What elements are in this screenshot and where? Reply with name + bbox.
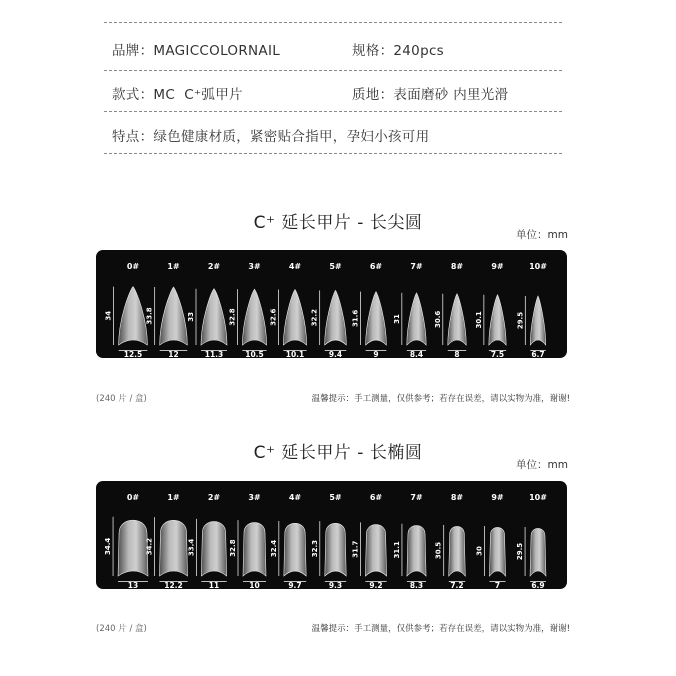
nail-tip-shape [242, 289, 266, 345]
width-label: 8 [454, 350, 460, 358]
nail-tip-5 [311, 262, 347, 358]
length-label: 33.4 [187, 538, 196, 557]
width-label: 10.5 [245, 350, 264, 358]
width-label: 12.5 [123, 350, 143, 358]
size-row [352, 39, 444, 59]
width-label: 11.3 [204, 350, 224, 358]
width-label: 11 [208, 581, 220, 589]
nail-tip-10 [516, 262, 547, 358]
size-label: 4# [288, 262, 302, 271]
unit-label-pointed: 单位：mm [516, 229, 568, 241]
width-label: 9.7 [288, 581, 302, 589]
length-label: 33 [187, 311, 196, 322]
divider-1 [104, 22, 562, 23]
nail-tip-shape [160, 287, 188, 345]
nail-tip-shape [325, 523, 346, 576]
width-label: 9.4 [328, 350, 343, 358]
size-label: 2# [207, 493, 221, 502]
nail-tip-1 [146, 262, 188, 358]
nail-tip-shape [119, 287, 148, 345]
length-label: 34.2 [145, 537, 154, 556]
length-label: 32.4 [269, 539, 278, 558]
width-label: 8.3 [409, 581, 424, 589]
brand-label: 品牌： [112, 43, 154, 59]
nail-tip-shape [530, 528, 546, 576]
divider-3 [104, 111, 562, 112]
section-title-oval: C⁺ 延长甲片 - 长椭圆 [253, 443, 423, 463]
nail-tip-shape [365, 525, 386, 576]
width-label: 9.2 [369, 581, 383, 589]
style-label: 款式： [112, 87, 154, 103]
style-value: MC C⁺弧甲片 [153, 87, 243, 103]
nail-tip-10 [516, 493, 547, 589]
width-label: 6.9 [531, 581, 545, 589]
nail-tip-shape [366, 292, 387, 345]
features-value: 绿色健康材质，紧密贴合指甲，孕妇小孩可用 [153, 129, 430, 145]
nail-tip-2 [187, 493, 226, 589]
length-label: 32.2 [310, 309, 319, 327]
nail-tip-0 [105, 262, 148, 358]
nail-tip-7 [393, 493, 426, 589]
nail-tip-9 [475, 493, 505, 589]
width-label: 13 [127, 581, 139, 589]
length-label: 34.4 [104, 537, 113, 556]
size-label: 10# [529, 493, 547, 502]
width-label: 6.7 [531, 350, 545, 358]
size-label: 规格： [352, 43, 394, 59]
size-label: 5# [329, 262, 342, 271]
nail-tip-3 [228, 262, 266, 358]
material-value: 表面磨砂 内里光滑 [393, 87, 509, 103]
box-count-note: (240 片 / 盒) [96, 624, 147, 634]
length-label: 30 [475, 546, 484, 556]
length-label: 32.6 [269, 308, 278, 326]
nail-tips-svg [96, 250, 567, 358]
length-label: 31.1 [392, 541, 401, 559]
size-label: 3# [248, 493, 261, 502]
width-label: 7.5 [490, 350, 505, 358]
width-label: 10.1 [285, 350, 305, 358]
size-label: 6# [369, 493, 383, 502]
nail-tip-7 [393, 262, 426, 358]
nail-tip-shape [283, 290, 306, 345]
nail-tip-shape [407, 293, 426, 345]
length-label: 32.3 [310, 539, 319, 558]
features-label: 特点： [112, 129, 154, 145]
nail-tip-8 [435, 493, 466, 589]
measurement-disclaimer: 温馨提示：手工测量，仅供参考；若存在误差，请以实物为准，谢谢! [311, 624, 570, 634]
size-label: 0# [126, 493, 140, 502]
size-label: 10# [529, 262, 547, 271]
length-label: 32.8 [228, 308, 237, 326]
box-count-note: (240 片 / 盒) [96, 394, 147, 404]
size-chart-pointed [96, 250, 567, 358]
nail-tip-shape [448, 294, 466, 345]
material-label: 质地： [352, 87, 394, 103]
nail-tips-svg [96, 481, 567, 589]
size-label: 8# [450, 493, 464, 502]
measurement-disclaimer: 温馨提示：手工测量，仅供参考；若存在误差，请以实物为准，谢谢! [311, 394, 570, 404]
size-label: 7# [410, 262, 423, 271]
length-label: 31.6 [351, 309, 360, 327]
length-label: 29.5 [516, 311, 525, 330]
nail-tip-shape [530, 296, 545, 345]
material-row [352, 83, 508, 103]
nail-tip-shape [284, 523, 306, 576]
width-label: 9 [373, 350, 379, 358]
nail-tip-5 [311, 493, 346, 589]
features-row [112, 125, 429, 145]
length-label: 34 [104, 310, 113, 321]
width-label: 7.2 [450, 581, 464, 589]
size-label: 7# [410, 493, 423, 502]
nail-tip-4 [269, 262, 306, 358]
size-label: 3# [248, 262, 261, 271]
nail-tip-6 [352, 262, 387, 358]
length-label: 30.1 [474, 311, 483, 329]
length-label: 30.5 [434, 541, 443, 560]
width-label: 9.3 [328, 581, 343, 589]
unit-label-oval: 单位：mm [516, 459, 568, 471]
style-row [112, 83, 243, 103]
size-label: 1# [167, 262, 180, 271]
nail-tip-3 [229, 493, 266, 589]
size-label: 5# [329, 493, 342, 502]
nail-tip-1 [145, 493, 187, 589]
nail-tip-shape [201, 522, 226, 576]
nail-tip-shape [201, 289, 227, 345]
nail-tip-shape [489, 295, 506, 345]
brand-value: MAGICCOLORNAIL [153, 43, 281, 59]
width-label: 12.2 [164, 581, 183, 589]
nail-tip-shape [407, 526, 426, 576]
section-title-pointed: C⁺ 延长甲片 - 长尖圆 [253, 213, 423, 233]
nail-tip-4 [270, 493, 306, 589]
nail-tip-shape [489, 527, 505, 576]
length-label: 30.6 [433, 310, 442, 329]
nail-tip-shape [159, 520, 187, 576]
nail-tip-shape [449, 526, 466, 576]
size-chart-oval [96, 481, 567, 589]
nail-tip-2 [187, 262, 227, 358]
size-label: 1# [167, 493, 180, 502]
size-label: 0# [126, 262, 140, 271]
length-label: 32.8 [229, 539, 237, 557]
divider-4 [104, 153, 562, 154]
width-label: 7 [494, 581, 501, 589]
size-value: 240pcs [393, 43, 444, 59]
size-label: 2# [207, 262, 221, 271]
nail-tip-0 [104, 493, 148, 589]
length-label: 29.5 [516, 542, 525, 561]
length-label: 31.7 [351, 540, 360, 558]
size-label: 8# [450, 262, 464, 271]
nail-tip-8 [434, 262, 466, 358]
nail-tip-shape [243, 523, 266, 576]
nail-tip-6 [351, 493, 386, 589]
width-label: 12 [168, 350, 179, 358]
divider-2 [104, 70, 562, 71]
length-label: 31 [392, 314, 401, 324]
size-label: 4# [288, 493, 302, 502]
width-label: 10 [249, 581, 260, 589]
brand-row [112, 39, 280, 59]
nail-tip-9 [475, 262, 506, 358]
width-label: 8.4 [409, 350, 424, 358]
nail-tip-shape [325, 290, 347, 345]
nail-tip-shape [118, 520, 148, 576]
size-label: 9# [491, 262, 504, 271]
length-label: 33.8 [145, 307, 154, 325]
size-label: 9# [491, 493, 504, 502]
size-label: 6# [369, 262, 383, 271]
